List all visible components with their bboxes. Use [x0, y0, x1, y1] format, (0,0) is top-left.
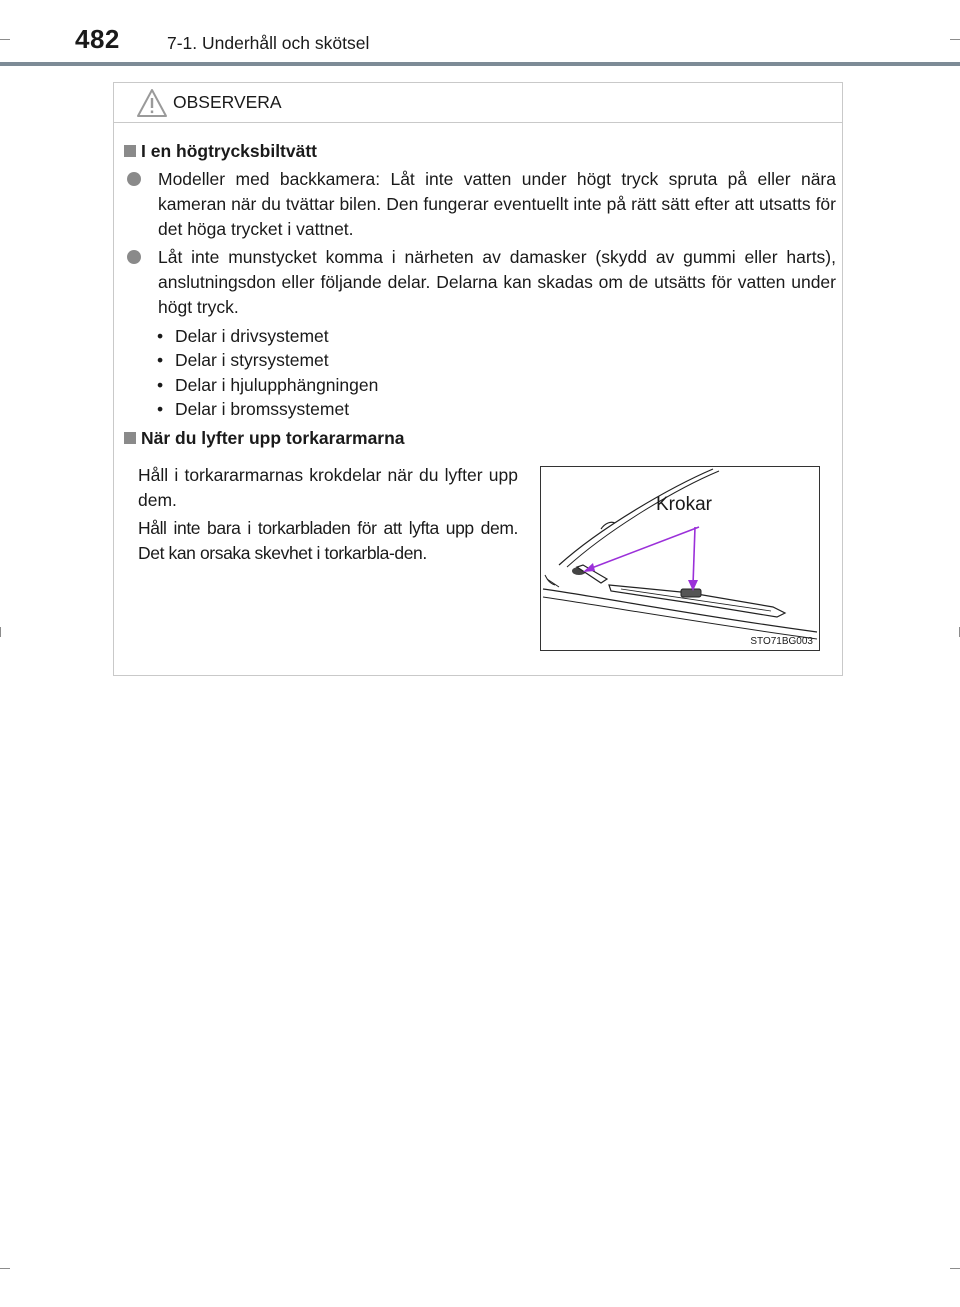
parts-list — [157, 324, 378, 421]
section-heading-pressure-wash — [124, 141, 317, 162]
page-number: 482 — [75, 24, 120, 54]
crop-mark — [0, 39, 10, 40]
wiper-paragraph-2: Håll inte bara i torkarbladen för att lyfta upp dem. Det kan orsaka skevhet i torkarbla-den. — [138, 518, 518, 563]
crop-mark — [0, 1268, 10, 1269]
wiper-illustration — [540, 466, 820, 651]
list-item: • Delar i drivsystemet — [157, 326, 329, 346]
list-item: • Delar i styrsystemet — [157, 350, 329, 371]
section-heading-text: I en högtrycksbiltvätt — [141, 141, 318, 161]
notice-header — [114, 83, 842, 123]
section-heading-text: När du lyfter upp torkararmarna — [141, 428, 405, 448]
hooks-label: Krokar — [656, 494, 712, 515]
crop-mark — [950, 1268, 960, 1269]
section-heading-wiper-arms — [124, 428, 405, 449]
square-marker-icon — [124, 145, 136, 157]
illustration-code: STO71BG003 — [750, 636, 813, 647]
list-item: • Delar i hjulupphängningen — [157, 374, 379, 395]
crop-mark — [950, 39, 960, 40]
round-bullet-icon — [127, 172, 141, 186]
square-marker-icon — [124, 432, 136, 444]
section-title: 7-1. Underhåll och skötsel — [167, 33, 370, 53]
page-header — [0, 0, 960, 62]
crop-mark — [0, 627, 1, 637]
warning-triangle-icon — [136, 88, 168, 118]
bullet-paragraph: Låt inte munstycket komma i närheten av damasker (skydd av gummi eller harts), anslutningsdon eller följande delar. Delarna kan skadas om de utsätts för vatten under högt tryck. — [158, 247, 836, 317]
notice-box — [113, 82, 843, 676]
round-bullet-icon — [127, 250, 141, 264]
wiper-paragraph-1: Håll i torkararmarnas krokdelar när du lyfter upp dem. — [138, 465, 518, 510]
list-item: • Delar i bromssystemet — [157, 398, 350, 419]
bullet-paragraph: Modeller med backkamera: Låt inte vatten under högt tryck spruta på eller nära kameran när du tvättar bilen. Den fungerar eventuellt inte på rätt sätt efter att utsatts för det höga trycket i vattnet. — [158, 169, 836, 239]
notice-title: OBSERVERA — [173, 92, 282, 112]
header-rule — [0, 62, 960, 66]
